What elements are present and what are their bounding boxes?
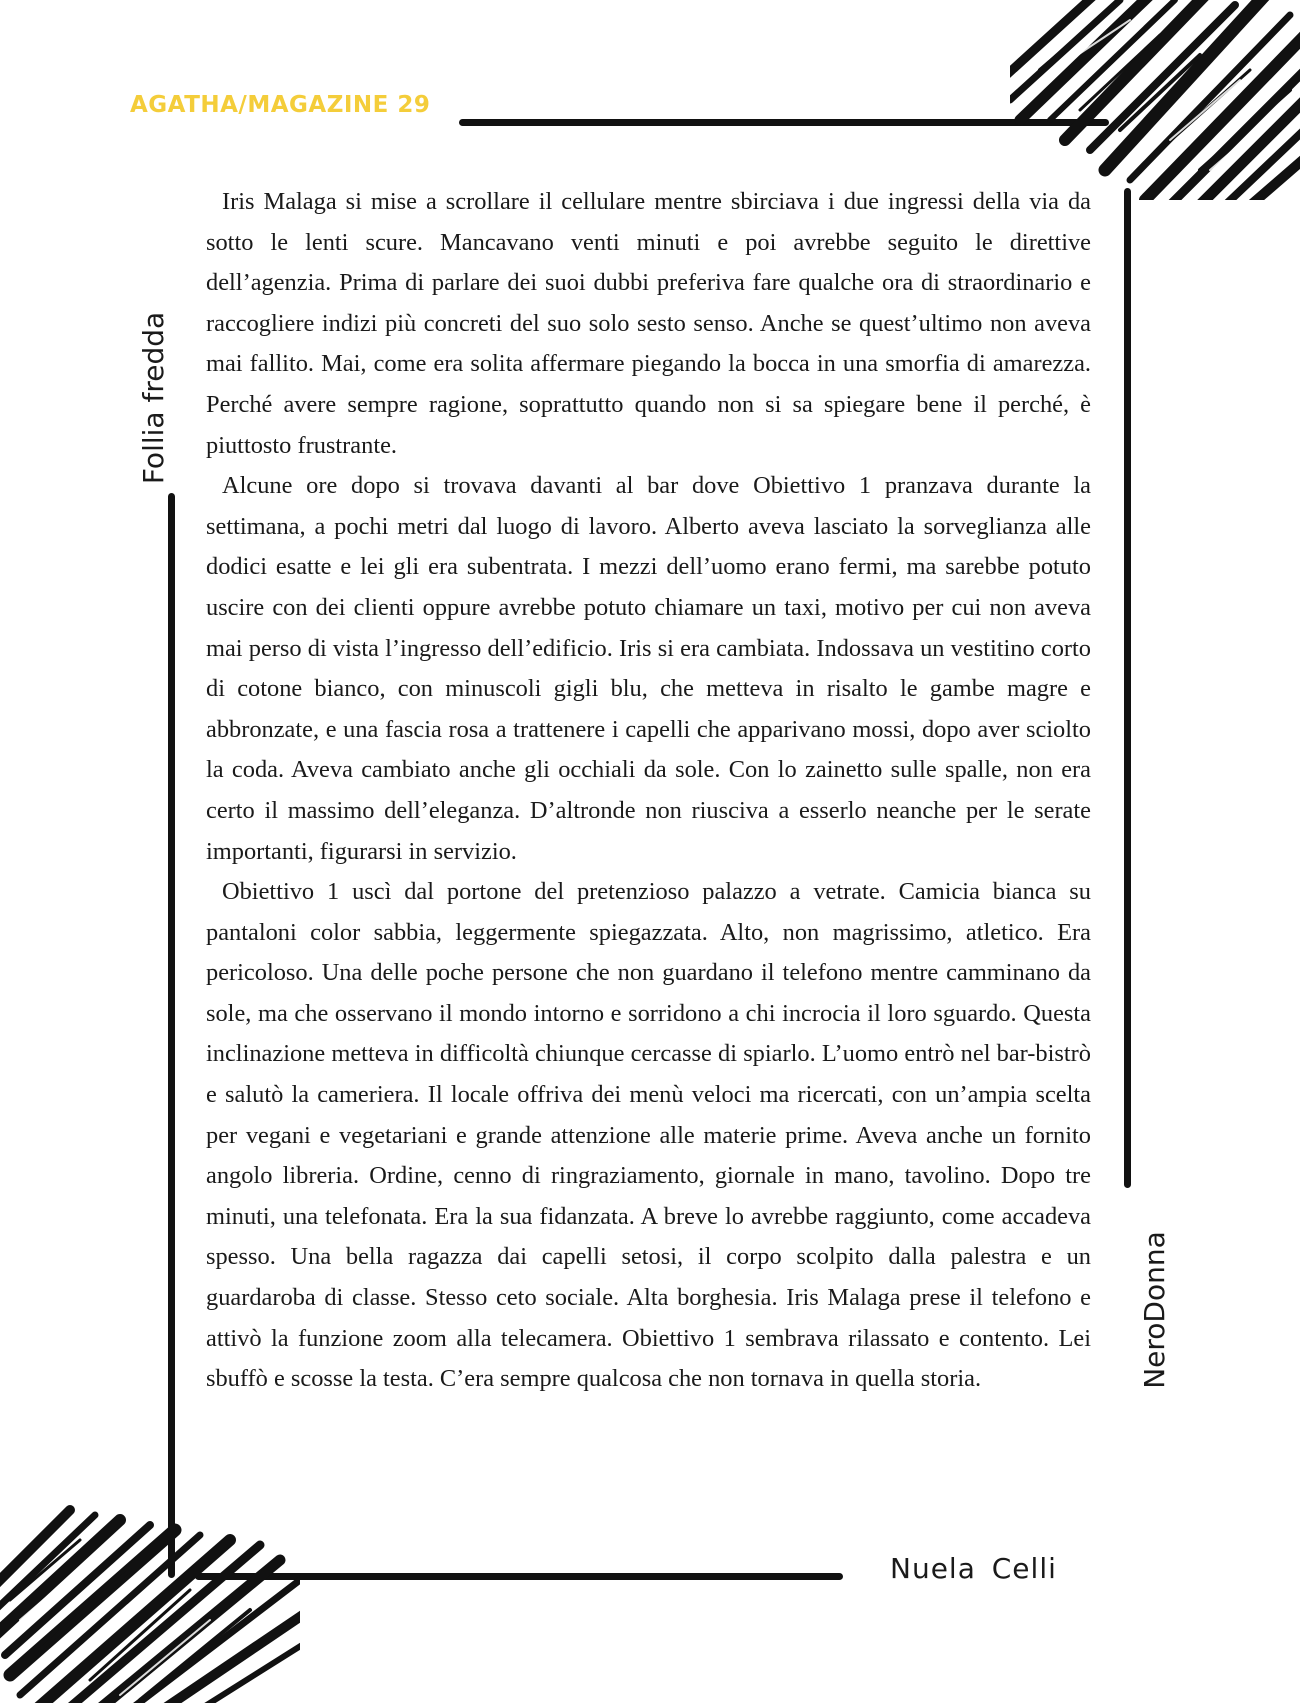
scribble-icon — [0, 1500, 300, 1703]
right-rule — [1124, 188, 1131, 1188]
magazine-title: AGATHA/MAGAZINE 29 — [130, 92, 431, 118]
scribble-decoration-top-right — [1010, 0, 1300, 200]
article-body — [206, 182, 1091, 1400]
imprint-label-vertical: NeroDonna — [1138, 1231, 1171, 1389]
article-paragraph: Iris Malaga si mise a scrollare il cellulare mentre sbirciava i due ingressi della via da sotto le lenti scure. Mancavano venti minuti e poi avrebbe seguito le direttive dell’agenzia. Prima di parlare dei suoi dubbi preferiva fare qualche ora di straordinario e raccogliere indizi più concreti del suo solo sesto senso. Anche se quest’ultimo non aveva mai fallito. Mai, come era solita affermare piegando la bocca in una smorfia di amarezza. Perché avere sempre ragione, soprattutto quando non si sa spiegare bene il perché, è piuttosto frustrante. — [206, 188, 1091, 459]
section-title-vertical: Follia fredda — [137, 311, 170, 485]
scribble-icon — [1010, 0, 1300, 200]
author-name: Nuela Celli — [890, 1552, 1057, 1585]
article-paragraph: Obiettivo 1 uscì dal portone del pretenzioso palazzo a vetrate. Camicia bianca su pantaloni color sabbia, leggermente spiegazzata. Alto, non magrissimo, atletico. Era pericoloso. Una delle poche persone che non guardano il telefono mentre camminano da sole, ma che osservano il mondo intorno e sorridono a chi incrocia il loro sguardo. Questa inclinazione metteva in difficoltà chiunque cercasse di spiarlo. L’uomo entrò nel bar-bistrò e salutò la cameriera. Il locale offriva dei menù veloci ma ricercati, con un’ampia scelta per vegani e vegetariani e grande attenzione alle materie prime. Aveva anche un fornito angolo libreria. Ordine, cenno di ringraziamento, giornale in mano, tavolino. Dopo tre minuti, una telefonata. Era la sua fidanzata. A breve lo avrebbe raggiunto, come accadeva spesso. Una bella ragazza dai capelli setosi, il corpo scolpito dalla palestra e un guardaroba di classe. Stesso ceto sociale. Alta borghesia. Iris Malaga prese il telefono e attivò la funzione zoom alla telecamera. Obiettivo 1 sembrava rilassato e contento. Lei sbuffò e scosse la testa. C’era sempre qualcosa che non tornava in quella storia. — [206, 878, 1091, 1393]
article-paragraph: Alcune ore dopo si trovava davanti al bar dove Obiettivo 1 pranzava durante la settimana, a pochi metri dal luogo di lavoro. Alberto aveva lasciato la sorveglianza alle dodici esatte e lei gli era subentrata. I mezzi dell’uomo erano fermi, ma sarebbe potuto uscire con dei clienti oppure avrebbe potuto chiamare un taxi, motivo per cui non aveva mai perso di vista l’ingresso dell’edificio. Iris si era cambiata. Indossava un vestitino corto di cotone bianco, con minuscoli gigli blu, che metteva in risalto le gambe magre e abbronzate, e una fascia rosa a trattenere i capelli che apparivano mossi, dopo aver sciolto la coda. Aveva cambiato anche gli occhiali da sole. Con lo zainetto sulle spalle, non era certo il massimo dell’eleganza. D’altronde non riusciva a esserlo neanche per le serate importanti, figurarsi in servizio. — [206, 472, 1091, 865]
left-rule — [168, 493, 175, 1578]
scribble-decoration-bottom-left — [0, 1500, 300, 1703]
